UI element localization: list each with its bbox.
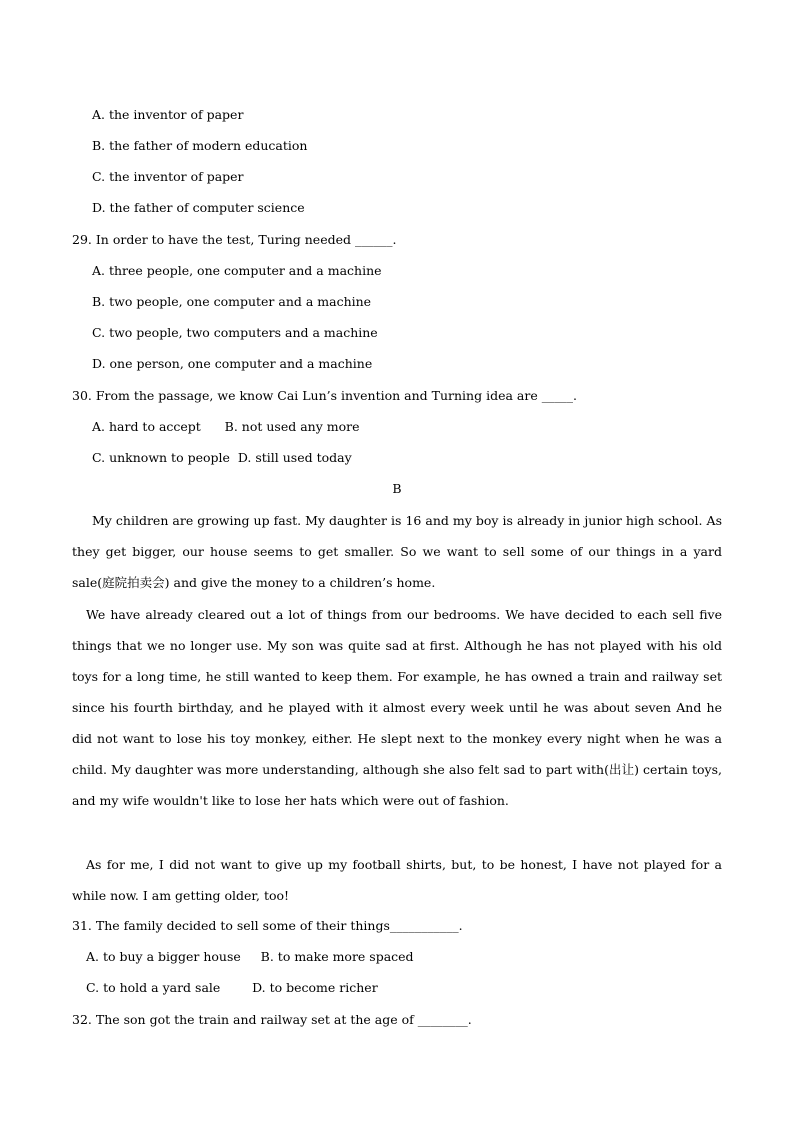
passage-paragraph-1: My children are growing up fast. My daughter is 16 and my boy is already in junior high school. As they get bigger, our house seems to get smaller. So we want to sell some of our things in a yard sale(庭院拍卖会) and give the money to a children’s home. — [72, 513, 722, 590]
section-heading: B — [392, 481, 402, 496]
q29-option-c: C. two people, two computers and a machine — [92, 325, 378, 340]
q28-option-d: D. the father of computer science — [92, 200, 305, 215]
q32-stem: 32. The son got the train and railway set at the age of ________. — [72, 1012, 472, 1027]
q31-options-row1: A. to buy a bigger house B. to make more spaced — [86, 949, 414, 964]
q28-option-a: A. the inventor of paper — [92, 107, 244, 122]
passage-paragraph-2: We have already cleared out a lot of things from our bedrooms. We have decided to each sell five things that we no longer use. My son was quite sad at first. Although he has not played with his old toys for a long time, he still wanted to keep them. For example, he has owned a train and railway set since his fourth birthday, and he played with it almost every week until he was about seven And he did not want to lose his toy monkey, either. He slept next to the monkey every night when he was a child. My daughter was more understanding, although she also felt sad to part with(出让) certain toys, and my wife wouldn't like to lose her hats which were out of fashion. — [72, 607, 722, 808]
q29-option-b: B. two people, one computer and a machine — [92, 294, 372, 309]
q29-stem: 29. In order to have the test, Turing needed ______. — [72, 232, 397, 247]
q29-option-d: D. one person, one computer and a machine — [92, 356, 373, 371]
q29-option-a: A. three people, one computer and a machine — [92, 263, 382, 278]
q30-options-row2: C. unknown to people D. still used today — [92, 450, 352, 465]
passage-paragraph-3: As for me, I did not want to give up my football shirts, but, to be honest, I have not played for a while now. I am getting older, too! — [72, 857, 722, 903]
q31-stem: 31. The family decided to sell some of their things___________. — [72, 918, 463, 933]
q30-options-row1: A. hard to accept B. not used any more — [92, 419, 360, 434]
q28-option-c: C. the inventor of paper — [92, 169, 244, 184]
q30-stem: 30. From the passage, we know Cai Lun’s invention and Turning idea are _____. — [72, 388, 577, 403]
q28-option-b: B. the father of modern education — [92, 138, 308, 153]
q31-options-row2: C. to hold a yard sale D. to become richer — [86, 980, 378, 995]
